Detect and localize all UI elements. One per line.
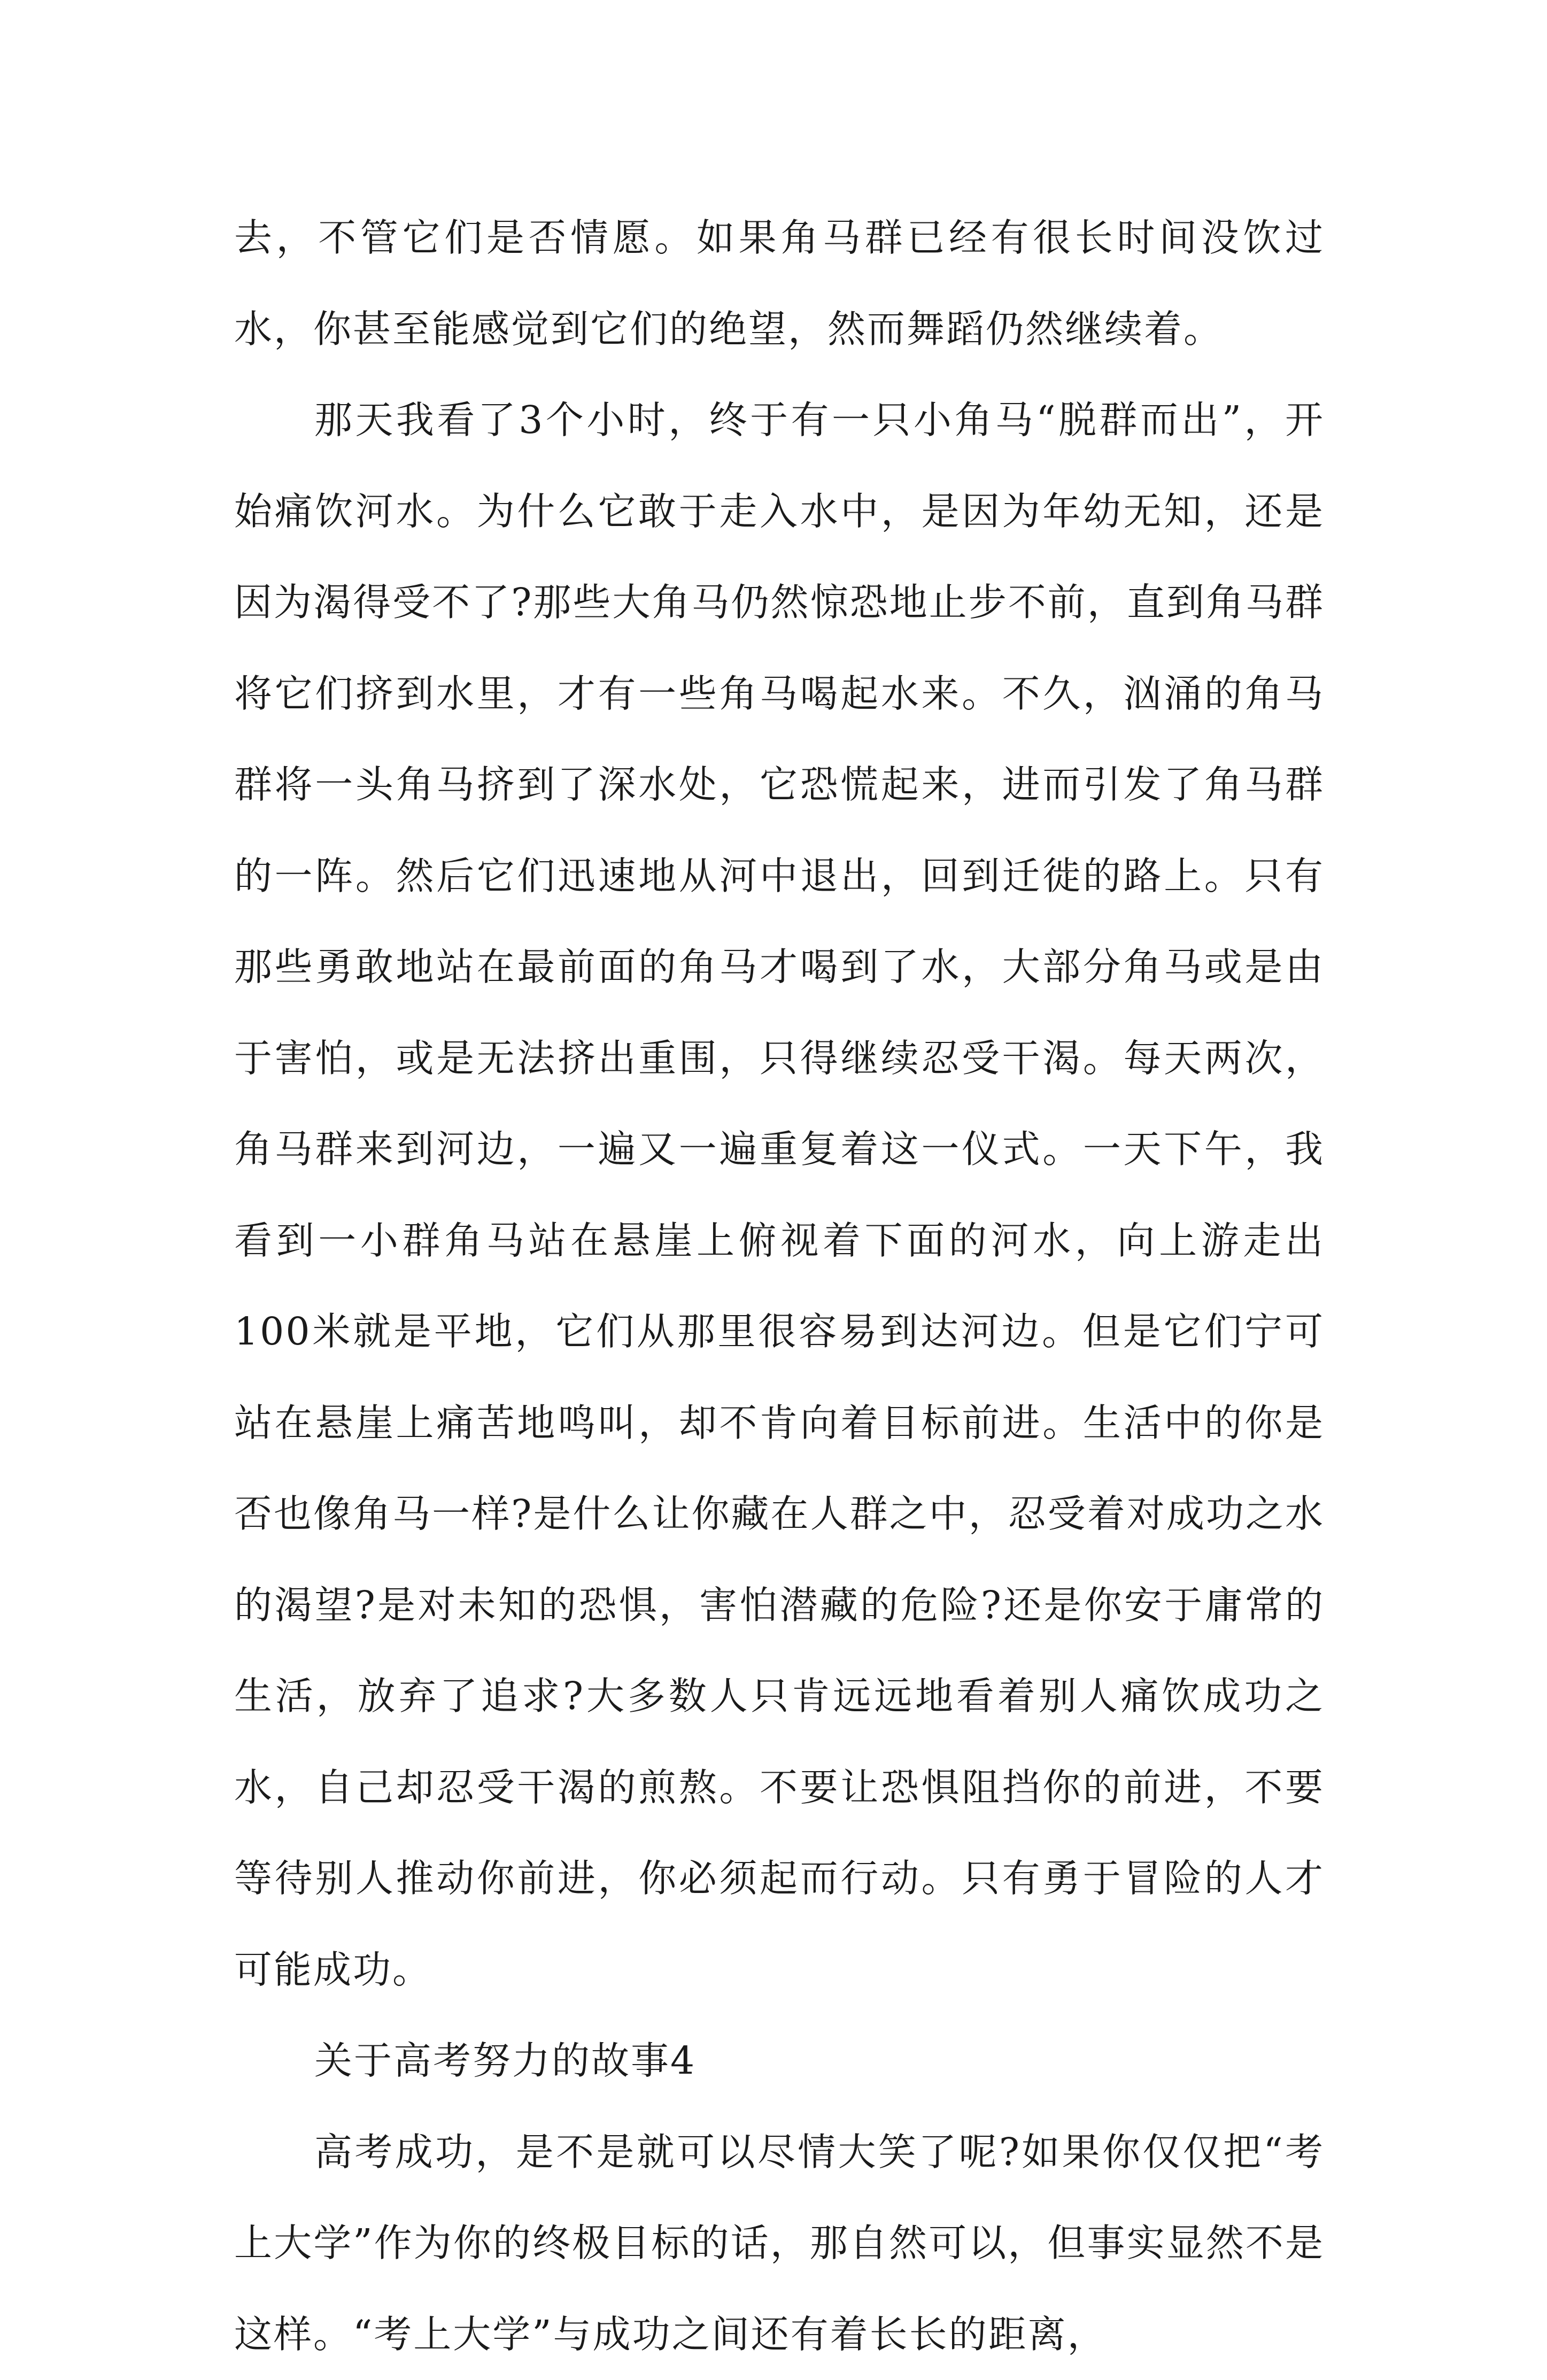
paragraph-continuation: 去，不管它们是否情愿。如果角马群已经有很长时间没饮过水，你甚至能感觉到它们的绝望，然而舞蹈仍然继续着。	[234, 192, 1325, 375]
section-heading: 关于高考努力的故事4	[234, 2015, 1325, 2107]
paragraph-wildebeest-story: 那天我看了3个小时，终于有一只小角马“脱群而出”，开始痛饮河水。为什么它敢于走入水中，是因为年幼无知，还是因为渴得受不了?那些大角马仍然惊恐地止步不前，直到角马群将它们挤到水里，才有一些角马喝起水来。不久，汹涌的角马群将一头角马挤到了深水处，它恐慌起来，进而引发了角马群的一阵。然后它们迅速地从河中退出，回到迁徙的路上。只有那些勇敢地站在最前面的角马才喝到了水，大部分角马或是由于害怕，或是无法挤出重围，只得继续忍受干渴。每天两次，角马群来到河边，一遍又一遍重复着这一仪式。一天下午，我看到一小群角马站在悬崖上俯视着下面的河水，向上游走出100米就是平地，它们从那里很容易到达河边。但是它们宁可站在悬崖上痛苦地鸣叫，却不肯向着目标前进。生活中的你是否也像角马一样?是什么让你藏在人群之中，忍受着对成功之水的渴望?是对未知的恐惧，害怕潜藏的危险?还是你安于庸常的生活，放弃了追求?大多数人只肯远远地看着别人痛饮成功之水，自己却忍受干渴的煎熬。不要让恐惧阻挡你的前进，不要等待别人推动你前进，你必须起而行动。只有勇于冒险的人才可能成功。	[234, 375, 1325, 2015]
paragraph-gaokao-success: 高考成功，是不是就可以尽情大笑了呢?如果你仅仅把“考上大学”作为你的终极目标的话，那自然可以，但事实显然不是这样。“考上大学”与成功之间还有着长长的距离，	[234, 2107, 1325, 2380]
body-text	[234, 192, 1325, 2380]
